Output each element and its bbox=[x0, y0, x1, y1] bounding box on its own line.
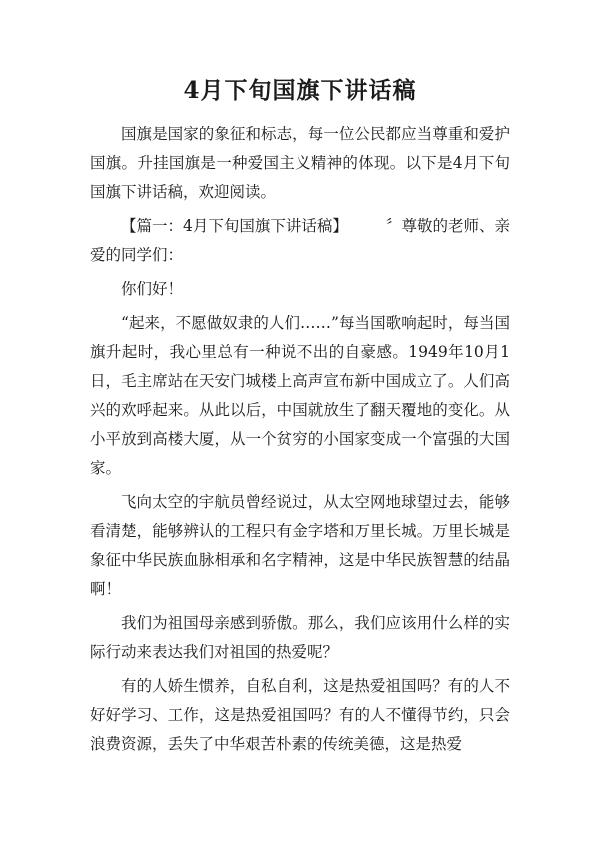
section-heading: 【篇一：4月下旬国旗下讲话稿】 bbox=[121, 217, 348, 235]
document-title: 4月下旬国旗下讲话稿 bbox=[183, 77, 417, 104]
body-paragraph-2: 飞向太空的宇航员曾经说过，从太空网地球望过去，能够看清楚，能够辨认的工程只有金字塔和万里长城。万里长城是象征中华民族血脉相承和名字精神，这是中华民族智慧的结晶啊！ bbox=[90, 493, 510, 598]
body-paragraph-3: 我们为祖国母亲感到骄傲。那么，我们应该用什么样的实际行动来表达我们对祖国的热爱呢？ bbox=[90, 614, 510, 661]
document-body bbox=[90, 120, 510, 759]
body-paragraph-4: 有的人娇生惯养，自私自利，这是热爱祖国吗？有的人不好好学习、工作，这是热爱祖国吗？有的人不懂得节约，只会浪费资源，丢失了中华艰苦朴素的传统美德，这是热爱 bbox=[90, 677, 510, 753]
section-paragraph bbox=[90, 212, 510, 270]
intro-paragraph: 国旗是国家的象征和标志，每一位公民都应当尊重和爱护国旗。升挂国旗是一种爱国主义精神的体现。以下是4月下旬国旗下讲话稿，欢迎阅读。 bbox=[90, 125, 510, 201]
greeting: 你们好！ bbox=[121, 280, 184, 298]
salutation: 〞尊敬的老师、亲爱的同学们： bbox=[90, 217, 510, 264]
body-paragraph-1: “起来，不愿做奴隶的人们……”每当国歌响起时，每当国旗升起时，我心里总有一种说不出的自豪感。1949年10月1日，毛主席站在天安门城楼上高声宣布新中国成立了。人们高兴的欢呼起来。从此以后，中国就放生了翻天覆地的变化。从小平放到高楼大厦，从一个贫穷的小国家变成一个富强的大国家。 bbox=[90, 314, 510, 477]
